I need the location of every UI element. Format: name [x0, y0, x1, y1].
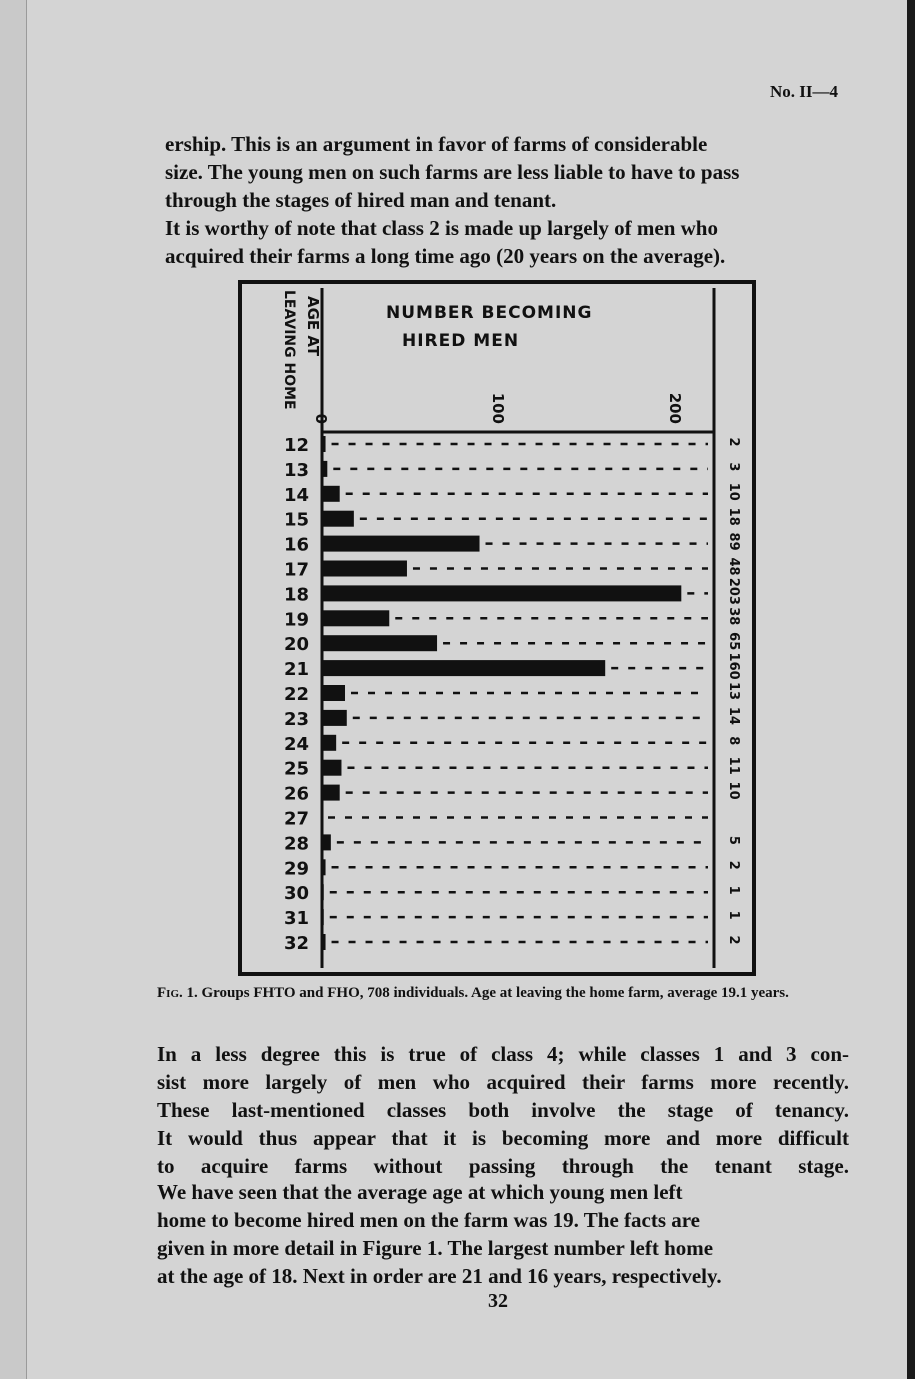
category-label: 13 [284, 459, 310, 481]
x-tick-label: 0 [312, 413, 330, 424]
bar [322, 934, 326, 950]
category-label: 19 [284, 609, 310, 631]
bar [322, 884, 324, 900]
category-label: 16 [284, 534, 310, 556]
value-label: 2 [726, 935, 741, 945]
category-label: 32 [284, 933, 310, 954]
value-label: 13 [726, 681, 741, 701]
bar [322, 785, 340, 801]
value-label: 2 [726, 860, 741, 870]
bar [322, 536, 480, 552]
text-line: It would thus appear that it is becoming more and more difficult [157, 1126, 849, 1150]
category-label: 20 [284, 634, 310, 656]
category-label: 27 [284, 808, 310, 830]
text-line: These last-mentioned classes both involve the stage of tenancy. [157, 1098, 849, 1122]
category-label: 21 [284, 659, 310, 681]
value-label: 89 [726, 532, 741, 551]
bar [322, 710, 347, 726]
value-label: 1 [726, 885, 741, 895]
text-line: sist more largely of men who acquired their farms more recently. [157, 1070, 849, 1094]
value-label: 18 [726, 507, 741, 526]
bar [322, 660, 605, 676]
text-line: acquired their farms a long time ago (20 years on the average). [165, 244, 726, 268]
category-label: 17 [284, 559, 310, 581]
bar [322, 610, 389, 626]
text-line: ership. This is an argument in favor of farms of considerable [165, 132, 708, 156]
paragraph-1 [165, 130, 857, 214]
value-label: 160 [726, 652, 741, 680]
chart-title-line-2: HIRED MEN [402, 331, 520, 351]
category-label: 29 [284, 858, 310, 880]
value-label: 1 [726, 910, 741, 920]
text-line: We have seen that the average age at which young men left [157, 1180, 683, 1204]
category-label: 31 [284, 908, 310, 930]
text-line: at the age of 18. Next in order are 21 and 16 years, respectively. [157, 1264, 722, 1288]
bar [322, 760, 341, 776]
bar [322, 561, 407, 577]
category-label: 30 [284, 883, 310, 905]
scan-left-margin [0, 0, 27, 1379]
text-line: through the stages of hired man and tenant. [165, 188, 557, 212]
bar [322, 511, 354, 527]
value-label: 38 [726, 607, 741, 626]
bar [322, 685, 345, 701]
category-label: 23 [284, 708, 310, 730]
category-label: 22 [284, 684, 310, 705]
text-line: given in more detail in Figure 1. The largest number left home [157, 1236, 714, 1260]
value-label: 3 [726, 462, 741, 472]
bar [322, 486, 340, 502]
value-label: 10 [726, 482, 741, 501]
paragraph-2 [165, 214, 857, 270]
category-label: 18 [284, 584, 310, 606]
value-label: 48 [726, 557, 741, 576]
figure-1-chart [230, 278, 760, 978]
bar [322, 461, 327, 477]
text-line: size. The young men on such farms are less liable to have to pass [165, 160, 740, 184]
value-label: 10 [726, 781, 741, 800]
bar [322, 909, 324, 925]
scan-right-edge [907, 0, 915, 1379]
value-label: 5 [726, 835, 741, 845]
bar [322, 859, 326, 875]
category-label: 25 [284, 758, 310, 780]
value-label: 11 [726, 756, 741, 775]
category-label: 26 [284, 783, 310, 805]
paragraph-4 [157, 1178, 849, 1290]
caption-text: Groups FHTO and FHO, 708 individuals. Age at leaving the home farm, average 19.1 years. [201, 985, 789, 1001]
value-label: 8 [726, 736, 741, 746]
value-label: 14 [726, 706, 741, 725]
bar [322, 585, 681, 601]
text-line: It is worthy of note that class 2 is made up largely of men who [165, 216, 718, 240]
bar [322, 436, 326, 452]
paragraph-3 [157, 1040, 849, 1180]
category-label: 24 [284, 733, 310, 755]
text-line: to acquire farms without passing through the tenant stage. [157, 1154, 849, 1178]
bar [322, 735, 336, 751]
chart-title-line-1: NUMBER BECOMING [386, 303, 593, 323]
y-axis-label-line-1: AGE AT [304, 296, 322, 357]
figure-label: Fig. 1. [157, 985, 198, 1001]
x-tick-label: 200 [666, 392, 684, 424]
category-label: 15 [284, 509, 310, 531]
category-label: 12 [284, 435, 310, 456]
text-line: home to become hired men on the farm was 19. The facts are [157, 1208, 701, 1232]
page-folio: 32 [488, 1290, 508, 1312]
page-number-label: No. II—4 [770, 82, 839, 101]
category-label: 14 [284, 484, 310, 506]
category-label: 28 [284, 833, 310, 855]
x-tick-label: 100 [489, 392, 507, 424]
y-axis-label-line-2: LEAVING HOME [281, 290, 297, 410]
figure-caption [157, 983, 849, 1003]
bar [322, 635, 437, 651]
value-label: 65 [726, 632, 741, 651]
value-label: 2 [726, 437, 741, 447]
value-label: 203 [726, 577, 741, 605]
text-line: In a less degree this is true of class 4; while classes 1 and 3 con- [157, 1042, 849, 1066]
chart-frame [240, 282, 754, 974]
bar [322, 834, 331, 850]
